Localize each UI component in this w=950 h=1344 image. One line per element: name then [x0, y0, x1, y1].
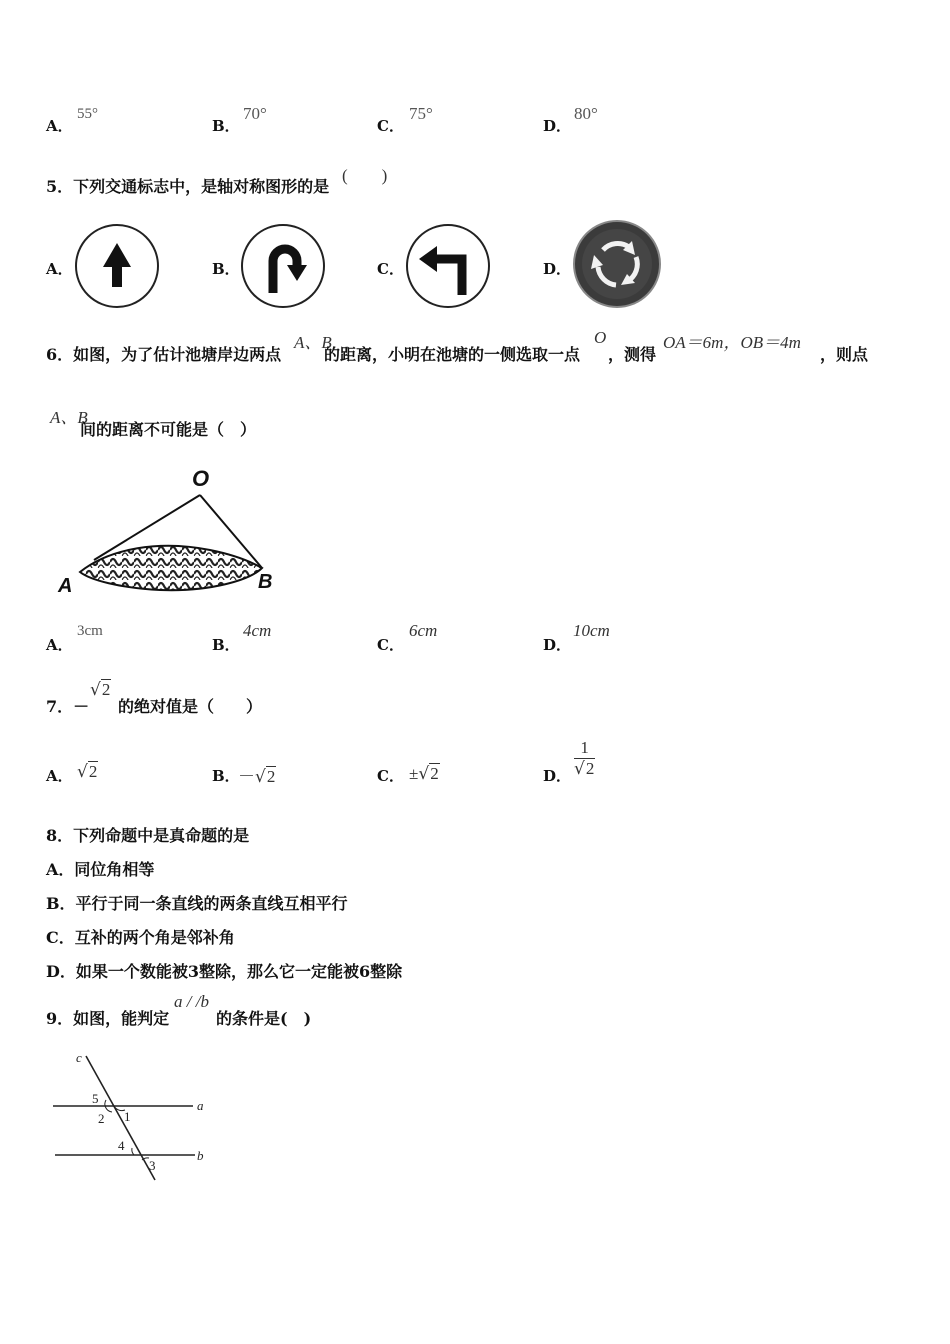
left-turn-sign-icon — [405, 223, 491, 309]
q7-option-b-radicand: 2 — [266, 767, 276, 786]
q4-option-a-value: 55° — [77, 106, 98, 122]
radical-icon: √ — [77, 762, 88, 782]
label-a: a — [197, 1098, 204, 1113]
label-c: c — [76, 1050, 82, 1065]
q7-option-b-value — [238, 762, 276, 787]
q9-stem-prefix: 9．如图，能判定 — [46, 1009, 170, 1028]
q7-option-d-numerator: 1 — [574, 738, 595, 759]
q8-option-d-text: 如果一个数能被3整除，那么它一定能被6整除 — [75, 962, 403, 981]
q7-stem-radicand: 2 — [101, 680, 111, 699]
radical-icon: √ — [90, 680, 101, 700]
q5-option-d-letter: D． — [543, 260, 572, 278]
q7-option-a-letter: A． — [46, 767, 73, 785]
q8-option-d-letter: D． — [46, 962, 76, 981]
q6-option-b-value: 4cm — [243, 621, 272, 640]
q8-stem: 8．下列命题中是真命题的是 — [46, 826, 250, 845]
q6-line2-text: 间的距离不可能是（ ） — [80, 420, 257, 439]
q8-option-a-text: 同位角相等 — [74, 860, 155, 879]
q8-option-d — [46, 959, 402, 982]
radical-icon: √ — [418, 764, 430, 784]
q7-option-d-radicand: 2 — [585, 759, 595, 778]
q7-option-c-prefix: ± — [409, 764, 419, 783]
q7-option-a-value — [77, 762, 98, 782]
q7-option-b-letter: B． — [212, 767, 240, 785]
pond-label-o: O — [192, 466, 210, 491]
q8-option-b-text: 平行于同一条直线的两条直线互相平行 — [75, 894, 348, 913]
pond-label-b: B — [258, 571, 273, 593]
q7-option-c-letter: C． — [377, 767, 404, 785]
q4-option-c-letter: C． — [377, 117, 404, 135]
q7-option-d-value — [574, 738, 595, 779]
q6-option-a-value: 3cm — [77, 623, 103, 639]
q6-stem-part4: ，则点 — [820, 345, 869, 364]
q9-condition: a / /b — [174, 992, 209, 1011]
q6-points-ab: A、B — [294, 333, 332, 352]
angle-label-4: 4 — [118, 1138, 125, 1153]
q8-option-a — [46, 857, 154, 880]
q9-stem-suffix: 的条件是( ) — [216, 1009, 312, 1028]
q4-option-b-value: 70° — [243, 104, 267, 123]
radical-icon: √ — [255, 767, 266, 787]
q6-stem-part3: ，测得 — [608, 345, 657, 364]
q6-stem-part1: 6．如图，为了估计池塘岸边两点 — [46, 345, 282, 364]
u-turn-sign-icon — [240, 223, 326, 309]
q6-option-c-value: 6cm — [409, 621, 438, 640]
angle-label-5: 5 — [92, 1091, 99, 1106]
q5-option-a-letter: A． — [46, 260, 73, 278]
q7-option-a-radicand: 2 — [88, 762, 98, 781]
up-arrow-sign-icon — [74, 223, 160, 309]
q7-option-c-radicand: 2 — [430, 764, 439, 783]
line-c — [86, 1056, 155, 1180]
angle-label-3: 3 — [149, 1158, 156, 1173]
q8-option-b-letter: B． — [46, 894, 76, 913]
q5-option-b-letter: B． — [212, 260, 240, 278]
q6-option-c-letter: C． — [377, 636, 404, 654]
roundabout-sign-icon — [573, 219, 661, 309]
q5-stem: 5．下列交通标志中，是轴对称图形的是 — [46, 177, 330, 196]
pond-label-a: A — [58, 575, 73, 597]
q4-option-d-letter: D． — [543, 117, 572, 135]
q8-option-b — [46, 891, 348, 914]
q8-option-c-text: 互补的两个角是邻补角 — [74, 928, 235, 947]
q6-point-o: O — [594, 328, 607, 347]
angle-label-1: 1 — [124, 1109, 131, 1124]
q7-option-c-value — [409, 764, 440, 784]
q7-option-d-letter: D． — [543, 767, 572, 785]
q7-stem-suffix: 的绝对值是（ ） — [118, 697, 263, 716]
q6-option-b-letter: B． — [212, 636, 240, 654]
q6-option-a-letter: A． — [46, 636, 73, 654]
pond-figure — [50, 460, 290, 600]
q8-option-a-letter: A． — [46, 860, 75, 879]
q7-stem-sqrt — [90, 680, 111, 700]
q4-option-b-letter: B． — [212, 117, 240, 135]
q6-option-d-value: 10cm — [573, 621, 610, 640]
q6-option-d-letter: D． — [543, 636, 572, 654]
q6-stem-part2: 的距离，小明在池塘的一侧选取一点 — [324, 345, 581, 364]
q4-option-c-value: 75° — [409, 104, 433, 123]
q7-stem-prefix: 7．－ — [46, 697, 90, 716]
radical-icon: √ — [574, 759, 585, 779]
q5-option-c-letter: C． — [377, 260, 404, 278]
q8-option-c-letter: C． — [46, 928, 75, 947]
q7-option-b-prefix: － — [238, 767, 255, 786]
q6-line2-points: A、B — [50, 408, 88, 427]
parallel-lines-figure — [50, 1048, 215, 1183]
q5-bracket: ( ) — [342, 166, 388, 185]
angle-label-2: 2 — [98, 1111, 105, 1126]
label-b: b — [197, 1148, 204, 1163]
q6-measure: OA＝6m，OB＝4m — [663, 333, 801, 352]
q8-option-c — [46, 925, 235, 948]
q4-option-d-value: 80° — [574, 104, 598, 123]
q4-option-a-letter: A． — [46, 117, 73, 135]
